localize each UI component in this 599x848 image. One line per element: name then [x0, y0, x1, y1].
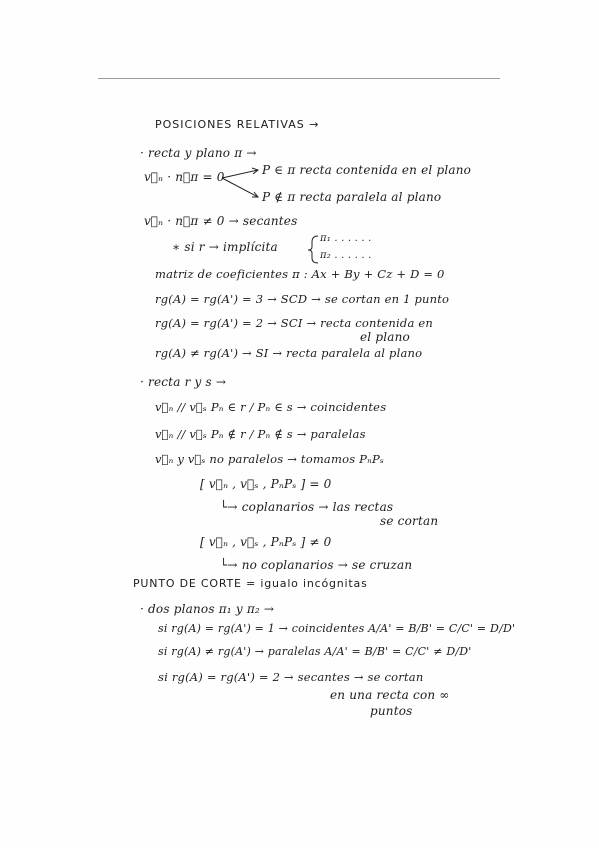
case-coincidentes: v⃗ₙ // v⃗ₛ Pₙ ∈ r / Pₙ ∈ s → coincidentes — [155, 400, 387, 414]
coplanarios-line: └→ coplanarios → las rectas — [220, 500, 394, 514]
case-parallel: P ∉ π recta paralela al plano — [262, 190, 442, 204]
system-brace — [308, 236, 318, 263]
implicit-note: ∗ si r → implícita — [172, 240, 278, 254]
case-contained: P ∈ π recta contenida en el plano — [262, 163, 472, 177]
planes-coincidentes: si rg(A) = rg(A') = 1 → coincidentes A/A' = B/B' = C/C' = D/D' — [158, 622, 516, 635]
branch-arrow-lower — [222, 178, 258, 197]
plane-2-eq: π₂ . . . . . . — [320, 250, 372, 261]
punto-de-corte: PUNTO DE CORTE = igualo incógnitas — [133, 577, 368, 590]
condition-dot-zero: v⃗ₙ · n⃗π = 0 — [144, 170, 225, 184]
case-no-paralelos: v⃗ₙ y v⃗ₛ no paralelos → tomamos PₙPₛ — [155, 452, 384, 466]
rank-case-2: rg(A) = rg(A') = 2 → SCI → recta contenida en — [155, 316, 434, 330]
plane-1-eq: π₁ . . . . . . — [320, 233, 372, 244]
rank-case-si: rg(A) ≠ rg(A') → SI → recta paralela al plano — [155, 346, 423, 360]
triple-product-zero: [ v⃗ₙ , v⃗ₛ , PₙPₛ ] = 0 — [200, 477, 332, 491]
planes-secantes-cont: en una recta con ∞ — [330, 688, 450, 702]
section-title: POSICIONES RELATIVAS → — [155, 118, 320, 131]
heading-rectas: · recta r y s → — [140, 375, 227, 389]
planes-secantes: si rg(A) = rg(A') = 2 → secantes → se cortan — [158, 670, 424, 684]
planes-secantes-end: puntos — [370, 704, 413, 718]
heading-recta-plano: · recta y plano π → — [140, 146, 257, 160]
planes-paralelas: si rg(A) ≠ rg(A') → paralelas A/A' = B/B' = C/C' ≠ D/D' — [158, 645, 472, 658]
coplanarios-cont: se cortan — [380, 514, 439, 528]
no-coplanarios-line: └→ no coplanarios → se cruzan — [220, 558, 413, 572]
branch-arrow-upper — [222, 170, 258, 178]
triple-product-nonzero: [ v⃗ₙ , v⃗ₛ , PₙPₛ ] ≠ 0 — [200, 535, 332, 549]
condition-secantes: v⃗ₙ · n⃗π ≠ 0 → secantes — [144, 214, 298, 228]
case-paralelas: v⃗ₙ // v⃗ₛ Pₙ ∉ r / Pₙ ∉ s → paralelas — [155, 427, 366, 441]
heading-dos-planos: · dos planos π₁ y π₂ → — [140, 602, 275, 616]
rank-case-3: rg(A) = rg(A') = 3 → SCD → se cortan en 1 punto — [155, 292, 450, 306]
rank-case-2-cont: el plano — [360, 330, 410, 344]
coef-matrix-line: matriz de coeficientes π : Ax + By + Cz + D = 0 — [155, 267, 445, 281]
